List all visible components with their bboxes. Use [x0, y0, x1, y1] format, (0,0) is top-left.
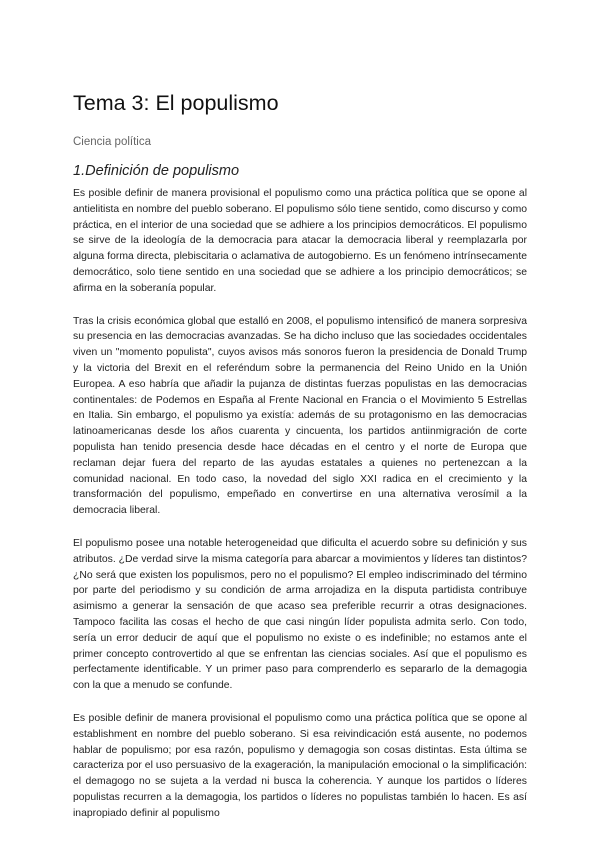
body-text: [73, 186, 527, 838]
paragraph: Tras la crisis económica global que estalló en 2008, el populismo intensificó de manera sorpresiva su presencia en las democracias avanzadas. Se ha dicho incluso que las sociedades occidentales viven un "momento populista", cuyos avisos más sonoros fueron la presidencia de Donald Trump y la victoria del Brexit en el referéndum sobre la permanencia del Reino Unido en la Unión Europea. A eso habría que añadir la pujanza de distintas fuerzas populistas en las democracias continentales: de Podemos en España al Frente Nacional en Francia o el Movimiento 5 Estrellas en Italia. Sin embargo, el populismo ya existía: además de su protagonismo en las democracias latinoamericanas desde los años cuarenta y cincuenta, los partidos antiinmigración de corte populista han tenido presencia desde hace décadas en el centro y el norte de Europa que reclaman dejar fuera del reparto de las ayudas estatales a quienes no pertenezcan a la comunidad nacional. En todo caso, la novedad del siglo XXI radica en el crecimiento y la transformación del populismo, empeñado en convertirse en una alternativa verosímil a la democracia liberal.: [73, 315, 527, 517]
section-heading: 1.Definición de populismo: [73, 163, 240, 179]
paragraph: El populismo posee una notable heterogeneidad que dificulta el acuerdo sobre su definición y sus atributos. ¿De verdad sirve la misma categoría para abarcar a movimientos y líderes tan distintos? ¿No será que existen los populismos, pero no el populismo? El empleo indiscriminado del término por parte del periodismo y su condición de arma arrojadiza en la disputa partidista contribuye asimismo a generar la sensación de que acaso sea preferible recurrir a otras designaciones. Tampoco facilita las cosas el hecho de que casi ningún líder populista admita serlo. Con todo, sería un error deducir de aquí que el populismo no existe o es indefinible; no estamos ante el primer concepto controvertido al que se enfrentan las ciencias sociales. Así que el populismo es perfectamente identificable. Y un primer paso para comprenderlo es separarlo de la demagogia con la que a menudo se confunde.: [73, 537, 527, 692]
document-title: Tema 3: El populismo: [73, 91, 279, 115]
paragraph: Es posible definir de manera provisional el populismo como una práctica política que se opone al establishment en nombre del pueblo soberano. Si esa reivindicación está ausente, no podemos hablar de populismo; por esa razón, populismo y demagogia son cosas distintas. Esta última se caracteriza por el uso persuasivo de la exageración, la manipulación emocional o la simplificación: el demagogo no se sujeta a la verdad ni busca la coherencia. Y aunque los partidos o líderes populistas recurren a la demagogia, los partidos o líderes no populistas también lo hacen. Es así inapropiado definir al populismo: [73, 712, 527, 819]
document-subtitle: Ciencia política: [73, 136, 151, 148]
paragraph: Es posible definir de manera provisional el populismo como una práctica política que se opone al antielitista en nombre del pueblo soberano. El populismo sólo tiene sentido, como discurso y como práctica, en el interior de una sociedad que se adhiere a los principios democráticos. El populismo se sirve de la ideología de la democracia para atacar la democracia liberal y reemplazarla por alguna forma directa, plebiscitaria o aclamativa de autogobierno. Es un fenómeno intrínsecamente democrático, solo tiene sentido en una sociedad que se adhiere a los principio democráticos; se afirma en la soberanía popular.: [73, 188, 527, 294]
